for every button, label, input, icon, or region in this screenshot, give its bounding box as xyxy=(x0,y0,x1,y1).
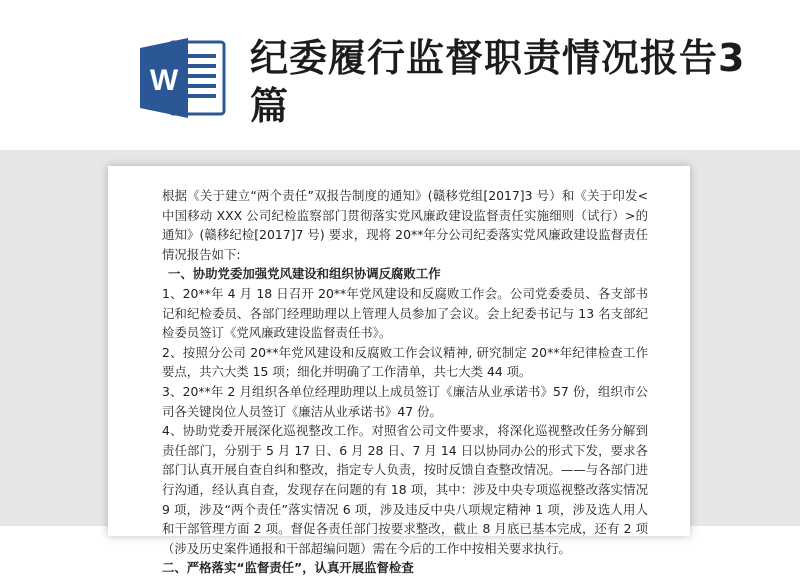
intro-paragraph: 根据《关于建立“两个责任”双报告制度的通知》(赣移党组[2017]3 号）和《关于印发<中国移动 XXX 公司纪检监察部门贯彻落实党风廉政建设监督责任实施细则（试行）>的通知》(赣移纪检[2017]7 号) 要求，现将 20**年分公司纪委落实党风廉政建设监督责任情况报告如下: xyxy=(162,188,648,262)
document-page xyxy=(108,166,690,576)
section-heading-2: 二、严格落实“监督责任”，认真开展监督检查 xyxy=(162,560,414,576)
section-heading-1: 一、协助党委加强党风建设和组织协调反腐败工作 xyxy=(168,266,441,282)
item-paragraph-2: 2、按照分公司 20**年党风建设和反腐败工作会议精神, 研究制定 20**年纪律检查工作要点，共六大类 15 项；细化并明确了工作清单，共七大类 44 项。 xyxy=(162,344,648,380)
item-paragraph-3: 3、20**年 2 月组织各单位经理助理以上成员签订《廉洁从业承诺书》57 份，组织市公司各关键岗位人员签订《廉洁从业承诺书》47 份。 xyxy=(162,383,648,419)
svg-text:W: W xyxy=(149,64,179,97)
item-paragraph-4: 4、协助党委开展深化巡视整改工作。对照省公司文件要求，将深化巡视整改任务分解到责任部门，分别于 5 月 17 日、6 月 28 日、7 月 14 日以协同办公的形式下发，要求各部门认真开展自查自纠和整改，指定专人负责，按时反馈自查整改情况。——与各部门进行沟通，经认真自查，发现存在问题的有 18 项，其中：涉及中央专项巡视整改落实情况 9 项，涉及“两个责任”落实情况 6 项，涉及违反中央八项规定精神 1 项，涉及选人用人和干部管理方面 2 项。督促各责任部门按要求整改，截止 8 月底已基本完成，还有 2 项（涉及历史案件通报和干部超编问题）需在今后的工作中按相关要求执行。 xyxy=(162,423,648,556)
word-icon xyxy=(140,36,226,120)
item-paragraph-1: 1、20**年 4 月 18 日召开 20**年党风建设和反腐败工作会。公司党委委员、各支部书记和纪检委员、各部门经理助理以上管理人员参加了会议。会上纪委书记与 13 名支部纪检委员签订《党风廉政建设监督责任书》。 xyxy=(162,285,648,341)
page-title: 纪委履行监督职责情况报告3篇 xyxy=(250,36,746,128)
document-body xyxy=(162,186,648,578)
header-banner xyxy=(0,0,800,160)
